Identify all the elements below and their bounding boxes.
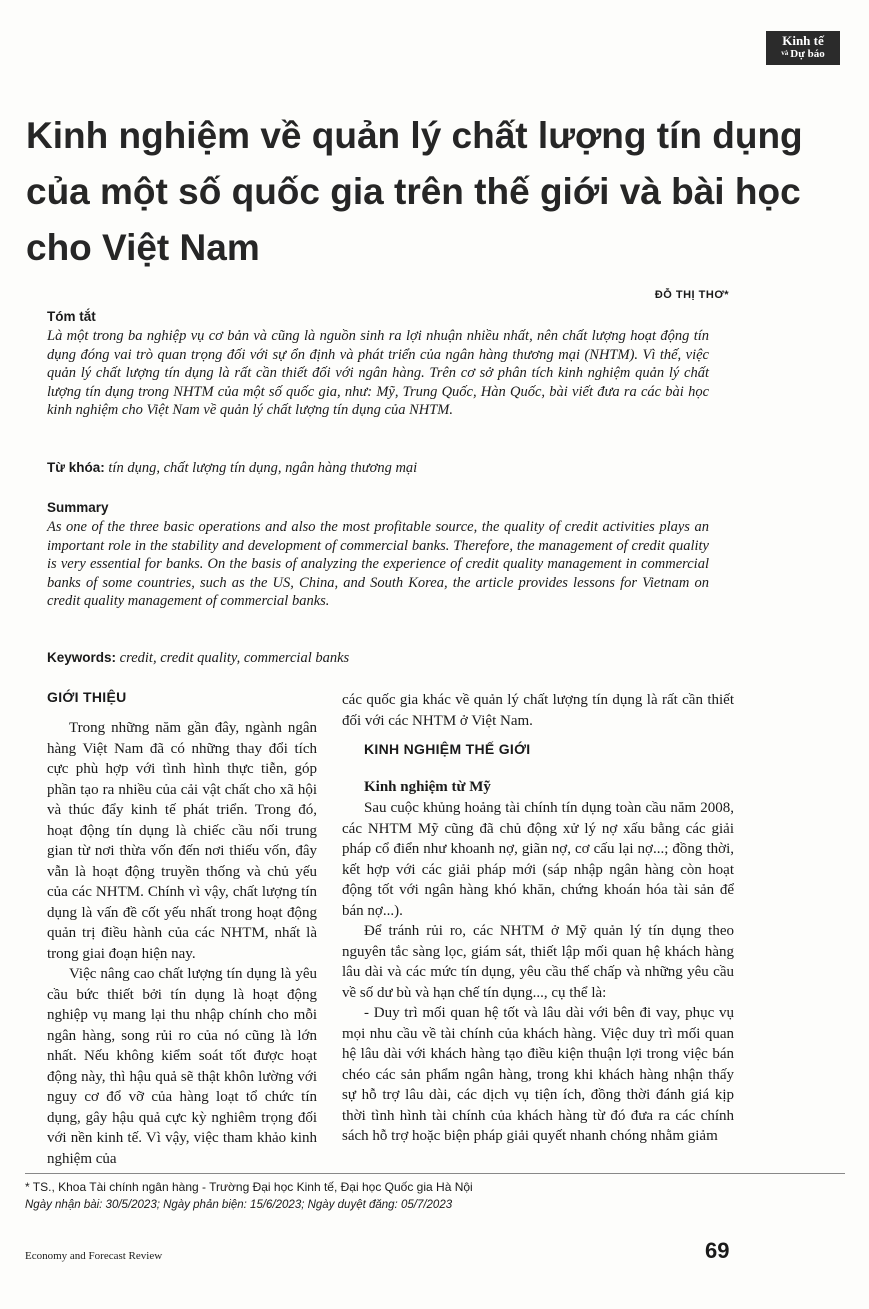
abstract-en-heading: Summary [47,500,109,515]
author-affiliation: * TS., Khoa Tài chính ngân hàng - Trường Đại học Kinh tế, Đại học Quốc gia Hà Nội [25,1180,473,1194]
right-column-intro [342,690,734,731]
left-paragraph-1: Trong những năm gần đây, ngành ngân hàng Việt Nam đã có những thay đổi tích cực phù hợp với tình hình thực tiễn, góp phần tạo ra nhiều của cải vật chất cho xã hội và thúc đẩy kinh tế phát triển. Trong đó, hoạt động tín dụng là chiếc cầu nối trung gian từ nơi thừa vốn đến nơi thiếu vốn, đây vẫn là hoạt động truyền thống và chủ yếu của các NHTM. Chính vì vậy, chất lượng tín dụng là vấn đề cốt yếu nhất trong hoạt động quản trị điều hành của các NHTM, nhất là trong giai đoạn hiện nay. [47,720,317,962]
abstract-vi: Là một trong ba nghiệp vụ cơ bản và cũng là nguồn sinh ra lợi nhuận nhiều nhất, nên chất lượng hoạt động tín dụng đóng vai trò quan trọng đối với sự ổn định và phát triển của ngân hàng thương mại (NHTM). Vì thế, việc quản lý chất lượng tín dụng là rất cần thiết đối với ngân hàng. Trên cơ sở phân tích kinh nghiệm quản lý chất lượng tín dụng trong NHTM của một số quốc gia, như: Mỹ, Trung Quốc, Hàn Quốc, bài viết đưa ra các bài học kinh nghiệm cho Việt Nam về quản lý chất lượng tín dụng của NHTM. [47,328,709,418]
section-heading-intro: GIỚI THIỆU [47,689,127,705]
journal-name: Economy and Forecast Review [25,1250,163,1262]
keywords-vi [47,460,417,477]
right-paragraph-1: Sau cuộc khủng hoảng tài chính tín dụng toàn cầu năm 2008, các NHTM Mỹ cũng đã chủ động xử lý nợ xấu bằng các giải pháp cổ điển như khoanh nợ, giãn nợ, cơ cấu lại nợ...; đồng thời, kết hợp với các giải pháp mới (sáp nhập ngân hàng còn hoạt động tốt với ngân hàng khó khăn, chứng khoán hóa tài sản để bán nợ...). [342,800,734,919]
article-title: Kinh nghiệm về quản lý chất lượng tín dụng của một số quốc gia trên thế giới và bài học cho Việt Nam [26,115,803,268]
keywords-en-label: Keywords: [47,650,117,665]
publication-dates: Ngày nhận bài: 30/5/2023; Ngày phản biện: 15/6/2023; Ngày duyệt đăng: 05/7/2023 [25,1199,453,1211]
section-heading-world: KINH NGHIỆM THẾ GIỚI [364,741,531,757]
keywords-en [47,650,349,667]
right-paragraph-2: Để tránh rủi ro, các NHTM ở Mỹ quản lý tín dụng theo nguyên tắc sàng lọc, giám sát, thiết lập mối quan hệ khách hàng lâu dài và các mức tín dụng, yêu cầu thế chấp và những yêu cầu về số dư bù và hạn chế tín dụng..., cụ thể là: [342,923,734,1001]
right-column [342,798,734,1147]
right-paragraph-3: - Duy trì mối quan hệ tốt và lâu dài với bên đi vay, phục vụ mọi nhu cầu về tài chính của khách hàng. Việc duy trì mối quan hệ lâu dài với khách hàng tạo điều kiện thuận lợi trong việc bán chéo các sản phẩm ngân hàng, trong khi khách hàng nhận thấy sự hỗ trợ lâu dài, các dịch vụ tiện ích, đồng thời đánh giá kịp thời tình hình tài chính của khách hàng từ đó đưa ra các chính sách hỗ trợ hoặc biện pháp giải quyết nhanh chóng nhằm giảm [342,1005,734,1144]
logo-line2 [766,49,840,60]
logo-va: và [781,49,789,57]
right-paragraph-0: các quốc gia khác về quản lý chất lượng tín dụng là rất cần thiết đối với các NHTM ở Việt Nam. [342,692,734,729]
page-number: 69 [705,1238,730,1263]
keywords-vi-text: tín dụng, chất lượng tín dụng, ngân hàng thương mại [108,460,418,476]
left-paragraph-2: Việc nâng cao chất lượng tín dụng là yêu cầu bức thiết bởi tín dụng là hoạt động nghiệp vụ mang lại thu nhập chính cho mỗi ngân hàng, song rủi ro của nó cũng là lớn nhất. Nếu không kiểm soát tốt được hoạt động này, thì hậu quả sẽ thật khôn lường với nguy cơ đổ vỡ của hàng loạt tổ chức tín dụng, gây hậu quả cực kỳ nghiêm trọng đối với nền kinh tế. Vì vậy, việc tham khảo kinh nghiệm của [47,966,317,1167]
journal-logo [766,31,840,65]
keywords-en-text: credit, credit quality, commercial banks [119,650,350,666]
abstract-vi-heading: Tóm tắt [47,309,96,324]
subheading-usa: Kinh nghiệm từ Mỹ [364,779,491,795]
keywords-vi-label: Từ khóa: [47,460,105,475]
left-column [47,718,317,1169]
author: ĐỖ THỊ THƠ* [654,289,729,301]
logo-line1: Kinh tế [782,33,824,48]
footnote-divider [25,1173,845,1174]
logo-line2-text: Dự báo [790,48,825,60]
abstract-en: As one of the three basic operations and also the most profitable source, the quality of credit activities plays an important role in the stability and development of commercial banks. Therefore, the management of credit quality is very essential for banks. On the basis of analyzing the experience of credit quality management in commercial banks of some countries, such as the US, China, and South Korea, the article provides lessons for Vietnam on credit quality management of commercial banks. [47,519,709,609]
